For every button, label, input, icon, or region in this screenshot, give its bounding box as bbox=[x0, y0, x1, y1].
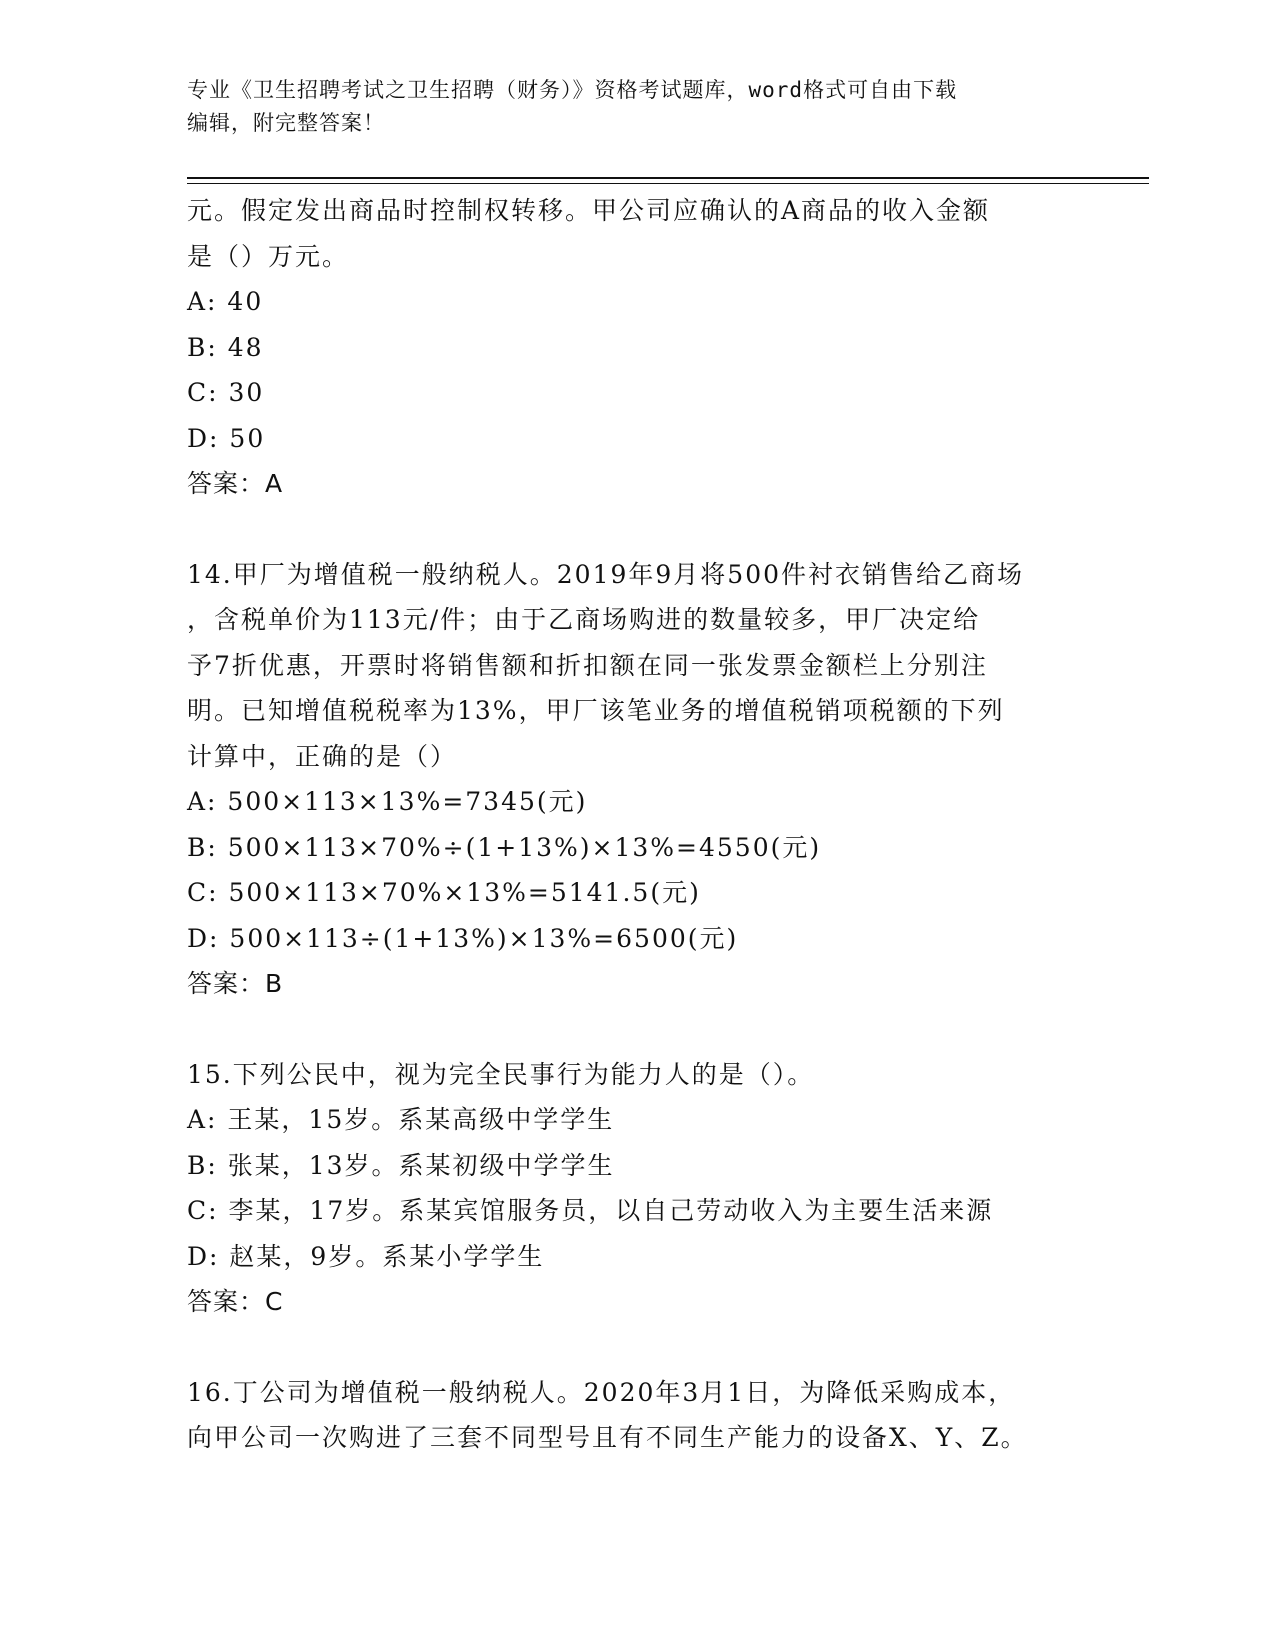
header-line-2: 编辑，附完整答案！ bbox=[187, 111, 385, 135]
spacer bbox=[187, 1325, 1087, 1370]
question-text-line: 计算中，正确的是（） bbox=[187, 741, 458, 771]
option-a: A: 王某，15岁。系某高级中学学生 bbox=[187, 1105, 615, 1134]
question-text-line: 向甲公司一次购进了三套不同型号且有不同生产能力的设备X、Y、Z。 bbox=[187, 1423, 1028, 1452]
document-body bbox=[187, 188, 1087, 1461]
option-b: B: 500×113×70%÷(1+13%)×13%=4550(元) bbox=[187, 832, 822, 862]
option-d: D: 赵某，9岁。系某小学学生 bbox=[187, 1241, 545, 1271]
question-text-line: 15.下列公民中，视为完全民事行为能力人的是（）。 bbox=[187, 1059, 815, 1089]
question-text-line: 16.丁公司为增值税一般纳税人。2020年3月1日，为降低采购成本， bbox=[187, 1377, 1016, 1407]
question-text-line: ，含税单价为113元/件；由于乙商场购进的数量较多，甲厂决定给 bbox=[187, 605, 981, 634]
question-15 bbox=[187, 1052, 1087, 1325]
option-a: A: 500×113×13%=7345(元) bbox=[187, 787, 588, 816]
question-text-line: 元。假定发出商品时控制权转移。甲公司应确认的A商品的收入金额 bbox=[187, 196, 991, 225]
question-text-line: 予7折优惠，开票时将销售额和折扣额在同一张发票金额栏上分别注 bbox=[187, 650, 988, 680]
option-d: D: 50 bbox=[187, 423, 266, 453]
answer-line: 答案：C bbox=[187, 1287, 284, 1316]
header-line-1: 专业《卫生招聘考试之卫生招聘（财务）》资格考试题库，word格式可自由下载 bbox=[187, 78, 958, 102]
option-a: A: 40 bbox=[187, 287, 264, 316]
answer-line: 答案：B bbox=[187, 969, 284, 998]
header-divider-thin bbox=[187, 183, 1149, 184]
option-c: C: 李某，17岁。系某宾馆服务员，以自己劳动收入为主要生活来源 bbox=[187, 1196, 994, 1225]
question-text-line: 14.甲厂为增值税一般纳税人。2019年9月将500件衬衣销售给乙商场 bbox=[187, 559, 1025, 589]
option-c: C: 500×113×70%×13%=5141.5(元) bbox=[187, 878, 701, 907]
option-d: D: 500×113÷(1+13%)×13%=6500(元) bbox=[187, 923, 739, 953]
option-b: B: 张某，13岁。系某初级中学学生 bbox=[187, 1150, 615, 1180]
header-divider-thick bbox=[187, 177, 1149, 179]
document-header bbox=[187, 74, 1067, 140]
spacer bbox=[187, 1007, 1087, 1052]
question-13 bbox=[187, 188, 1087, 507]
spacer bbox=[187, 507, 1087, 552]
question-text-line: 是（）万元。 bbox=[187, 241, 350, 271]
question-16 bbox=[187, 1370, 1087, 1461]
option-b: B: 48 bbox=[187, 332, 264, 362]
answer-line: 答案：A bbox=[187, 469, 284, 498]
question-14 bbox=[187, 552, 1087, 1007]
option-c: C: 30 bbox=[187, 378, 265, 407]
question-text-line: 明。已知增值税税率为13%，甲厂该笔业务的增值税销项税额的下列 bbox=[187, 696, 1005, 725]
